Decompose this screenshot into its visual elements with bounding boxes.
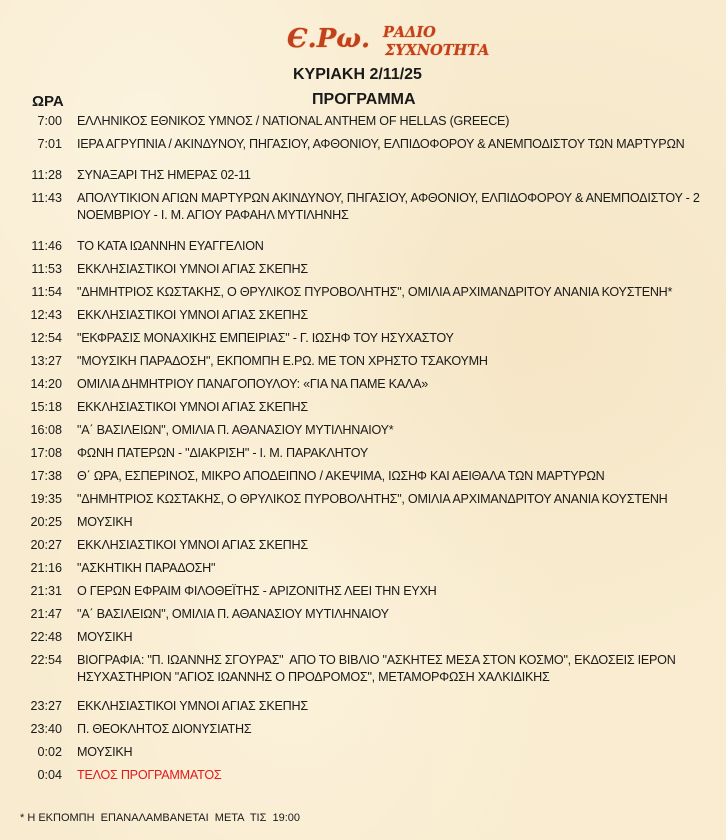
schedule-time: 0:04 bbox=[37, 768, 62, 782]
schedule-program-title: ΕΚΚΛΗΣΙΑΣΤΙΚΟΙ ΥΜΝΟΙ ΑΓΙΑΣ ΣΚΕΠΗΣ bbox=[77, 262, 308, 276]
schedule-row bbox=[0, 468, 726, 485]
schedule-row bbox=[0, 514, 726, 531]
schedule-time: 21:47 bbox=[30, 607, 62, 621]
schedule-time: 20:27 bbox=[30, 538, 62, 552]
schedule-program-title: ΜΟΥΣΙΚΗ bbox=[77, 515, 133, 529]
schedule-program-title: ΕΚΚΛΗΣΙΑΣΤΙΚΟΙ ΥΜΝΟΙ ΑΓΙΑΣ ΣΚΕΠΗΣ bbox=[77, 308, 308, 322]
schedule-time: 17:38 bbox=[30, 469, 62, 483]
schedule-time: 22:54 bbox=[30, 653, 62, 667]
schedule-time: 13:27 bbox=[30, 354, 62, 368]
schedule-row bbox=[0, 284, 726, 301]
schedule-time: 17:08 bbox=[30, 446, 62, 460]
schedule-program-title: Θ΄ ΩΡΑ, ΕΣΠΕΡΙΝΟΣ, ΜΙΚΡΟ ΑΠΟΔΕΙΠΝΟ / ΑΚΕΨΙΜΑ, ΙΩΣΗΦ ΚΑΙ ΑΕΙΘΑΛΑ ΤΩΝ ΜΑΡΤΥΡΩΝ bbox=[77, 469, 605, 483]
schedule-program-title: ΕΚΚΛΗΣΙΑΣΤΙΚΟΙ ΥΜΝΟΙ ΑΓΙΑΣ ΣΚΕΠΗΣ bbox=[77, 400, 308, 414]
schedule-row bbox=[0, 537, 726, 554]
schedule-program-title: "ΑΣΚΗΤΙΚΗ ΠΑΡΑΔΟΣΗ" bbox=[77, 561, 216, 575]
schedule-row bbox=[0, 376, 726, 393]
schedule-time: 7:01 bbox=[37, 137, 62, 151]
schedule-time: 7:00 bbox=[37, 114, 62, 128]
schedule-row bbox=[0, 560, 726, 577]
schedule-time: 21:16 bbox=[30, 561, 62, 575]
schedule-row bbox=[0, 698, 726, 715]
time-column-header: ΩΡΑ bbox=[32, 93, 64, 110]
schedule-row bbox=[0, 445, 726, 462]
schedule-program-title: "Α΄ ΒΑΣΙΛΕΙΩΝ", ΟΜΙΛΙΑ Π. ΑΘΑΝΑΣΙΟΥ ΜΥΤΙΛΗΝΑΙΟΥ* bbox=[77, 423, 394, 437]
schedule-time: 0:02 bbox=[37, 745, 62, 759]
schedule-time: 11:43 bbox=[31, 191, 62, 205]
schedule-time: 22:48 bbox=[30, 630, 62, 644]
schedule-time: 16:08 bbox=[30, 423, 62, 437]
schedule-program-title: ΜΟΥΣΙΚΗ bbox=[77, 630, 133, 644]
schedule-row bbox=[0, 261, 726, 278]
schedule-time: 20:25 bbox=[30, 515, 62, 529]
schedule-time: 12:54 bbox=[30, 331, 62, 345]
schedule-row bbox=[0, 136, 726, 153]
schedule-row bbox=[0, 307, 726, 324]
schedule-program-title: ΕΚΚΛΗΣΙΑΣΤΙΚΟΙ ΥΜΝΟΙ ΑΓΙΑΣ ΣΚΕΠΗΣ bbox=[77, 699, 308, 713]
schedule-row bbox=[0, 583, 726, 600]
schedule-date: ΚΥΡΙΑΚΗ 2/11/25 bbox=[293, 66, 422, 83]
schedule-program-title: "ΔΗΜΗΤΡΙΟΣ ΚΩΣΤΑΚΗΣ, Ο ΘΡΥΛΙΚΟΣ ΠΥΡΟΒΟΛΗΤΗΣ", ΟΜΙΛΙΑ ΑΡΧΙΜΑΝΔΡΙΤΟΥ ΑΝΑΝΙΑ ΚΟΥΣΤΕΝΗ bbox=[77, 492, 668, 506]
schedule-row bbox=[0, 422, 726, 439]
schedule-time: 11:53 bbox=[31, 262, 62, 276]
schedule-row bbox=[0, 399, 726, 416]
schedule-row bbox=[0, 606, 726, 623]
logo-tagline-line2: ΣΥΧΝΟΤΗΤΑ bbox=[385, 42, 490, 59]
schedule-program-title: Π. ΘΕΟΚΛΗΤΟΣ ΔΙΟΝΥΣΙΑΤΗΣ bbox=[77, 722, 252, 736]
schedule-program-title: ΒΙΟΓΡΑΦΙΑ: "Π. ΙΩΑΝΝΗΣ ΣΓΟΥΡΑΣ" ΑΠΟ ΤΟ ΒΙΒΛΙΟ "ΑΣΚΗΤΕΣ ΜΕΣΑ ΣΤΟΝ ΚΟΣΜΟ", ΕΚΔΟΣΕΙΣ ΙΕΡΟΝ ΗΣΥΧΑΣΤΗΡΙΟΝ "ΑΓΙΟΣ ΙΩΑΝΝΗΣ Ο ΠΡΟΔΡΟΜΟΣ", ΜΕΤΑΜΟΡΦΩΣΗ ΧΑΛΚΙΔΙΚΗΣ bbox=[77, 653, 679, 684]
schedule-program-title: "Α΄ ΒΑΣΙΛΕΙΩΝ", ΟΜΙΛΙΑ Π. ΑΘΑΝΑΣΙΟΥ ΜΥΤΙΛΗΝΑΙΟΥ bbox=[77, 607, 389, 621]
schedule-row bbox=[0, 190, 726, 224]
schedule-program-title: ΤΕΛΟΣ ΠΡΟΓΡΑΜΜΑΤΟΣ bbox=[77, 768, 222, 782]
program-column-header: ΠΡΟΓΡΑΜΜΑ bbox=[312, 91, 416, 108]
schedule-row bbox=[0, 629, 726, 646]
schedule-program-title: ΣΥΝΑΞΑΡΙ ΤΗΣ ΗΜΕΡΑΣ 02-11 bbox=[77, 168, 251, 182]
schedule-program-title: ΕΛΛΗΝΙΚΟΣ ΕΘΝΙΚΟΣ ΥΜΝΟΣ / NATIONAL ANTHEM OF HELLAS (GREECE) bbox=[77, 114, 510, 128]
station-logo bbox=[287, 22, 507, 66]
schedule-program-title: "ΕΚΦΡΑΣΙΣ ΜΟΝΑΧΙΚΗΣ ΕΜΠΕΙΡΙΑΣ" - Γ. ΙΩΣΗΦ ΤΟΥ ΗΣΥΧΑΣΤΟΥ bbox=[77, 331, 454, 345]
schedule-time: 12:43 bbox=[30, 308, 62, 322]
schedule-time: 11:54 bbox=[31, 285, 62, 299]
footnote: * Η ΕΚΠΟΜΠΗ ΕΠΑΝΑΛΑΜΒΑΝΕΤΑΙ ΜΕΤΑ ΤΙΣ 19:00 bbox=[20, 812, 301, 824]
schedule-program-title: "ΔΗΜΗΤΡΙΟΣ ΚΩΣΤΑΚΗΣ, Ο ΘΡΥΛΙΚΟΣ ΠΥΡΟΒΟΛΗΤΗΣ", ΟΜΙΛΙΑ ΑΡΧΙΜΑΝΔΡΙΤΟΥ ΑΝΑΝΙΑ ΚΟΥΣΤΕΝΗ* bbox=[77, 285, 673, 299]
schedule-program-title: ΕΚΚΛΗΣΙΑΣΤΙΚΟΙ ΥΜΝΟΙ ΑΓΙΑΣ ΣΚΕΠΗΣ bbox=[77, 538, 308, 552]
schedule-program-title: ΜΟΥΣΙΚΗ bbox=[77, 745, 133, 759]
schedule-row bbox=[0, 353, 726, 370]
schedule-program-title: ΤΟ ΚΑΤΑ ΙΩΑΝΝΗΝ ΕΥΑΓΓΕΛΙΟΝ bbox=[77, 239, 264, 253]
schedule-row bbox=[0, 330, 726, 347]
logo-mark: Є.Ρω. bbox=[287, 24, 371, 54]
schedule-row bbox=[0, 721, 726, 738]
schedule-program-title: ΟΜΙΛΙΑ ΔΗΜΗΤΡΙΟΥ ΠΑΝΑΓΟΠΟΥΛΟΥ: «ΓΙΑ ΝΑ ΠΑΜΕ ΚΑΛΑ» bbox=[77, 377, 429, 391]
schedule-row bbox=[0, 491, 726, 508]
schedule-time: 19:35 bbox=[30, 492, 62, 506]
logo-tagline bbox=[383, 24, 489, 60]
schedule-program-title: ΦΩΝΗ ΠΑΤΕΡΩΝ - "ΔΙΑΚΡΙΣΗ" - Ι. Μ. ΠΑΡΑΚΛΗΤΟΥ bbox=[77, 446, 369, 460]
schedule-time: 11:28 bbox=[31, 168, 62, 182]
schedule-row bbox=[0, 767, 726, 784]
schedule-time: 11:46 bbox=[31, 239, 62, 253]
logo-tagline-line1: ΡΑΔΙΟ bbox=[383, 24, 436, 41]
schedule-time: 21:31 bbox=[30, 584, 62, 598]
schedule-row bbox=[0, 113, 726, 130]
schedule-time: 14:20 bbox=[30, 377, 62, 391]
schedule-program-title: Ο ΓΕΡΩΝ ΕΦΡΑΙΜ ΦΙΛΟΘΕΪΤΗΣ - ΑΡΙΖΟΝΙΤΗΣ ΛΕΕΙ ΤΗΝ ΕΥΧΗ bbox=[77, 584, 437, 598]
schedule-row bbox=[0, 744, 726, 761]
schedule-time: 23:27 bbox=[30, 699, 62, 713]
schedule-time: 15:18 bbox=[30, 400, 62, 414]
schedule-row bbox=[0, 167, 726, 184]
schedule-row bbox=[0, 652, 726, 686]
schedule-program-title: "ΜΟΥΣΙΚΗ ΠΑΡΑΔΟΣΗ", ΕΚΠΟΜΠΗ Ε.ΡΩ. ΜΕ ΤΟΝ ΧΡΗΣΤΟ ΤΣΑΚΟΥΜΗ bbox=[77, 354, 488, 368]
schedule-list bbox=[0, 113, 726, 790]
schedule-time: 23:40 bbox=[30, 722, 62, 736]
schedule-row bbox=[0, 238, 726, 255]
schedule-program-title: ΑΠΟΛΥΤΙΚΙΟΝ ΑΓΙΩΝ ΜΑΡΤΥΡΩΝ ΑΚΙΝΔΥΝΟΥ, ΠΗΓΑΣΙΟΥ, ΑΦΘΟΝΙΟΥ, ΕΛΠΙΔΟΦΟΡΟΥ & ΑΝΕΜΠΟΔΙΣΤΟΥ - 2 ΝΟΕΜΒΡΙΟΥ - Ι. Μ. ΑΓΙΟΥ ΡΑΦΑΗΛ ΜΥΤΙΛΗΝΗΣ bbox=[77, 191, 703, 222]
schedule-program-title: ΙΕΡΑ ΑΓΡΥΠΝΙΑ / ΑΚΙΝΔΥΝΟΥ, ΠΗΓΑΣΙΟΥ, ΑΦΘΟΝΙΟΥ, ΕΛΠΙΔΟΦΟΡΟΥ & ΑΝΕΜΠΟΔΙΣΤΟΥ ΤΩΝ ΜΑΡΤΥΡΩΝ bbox=[77, 137, 685, 151]
